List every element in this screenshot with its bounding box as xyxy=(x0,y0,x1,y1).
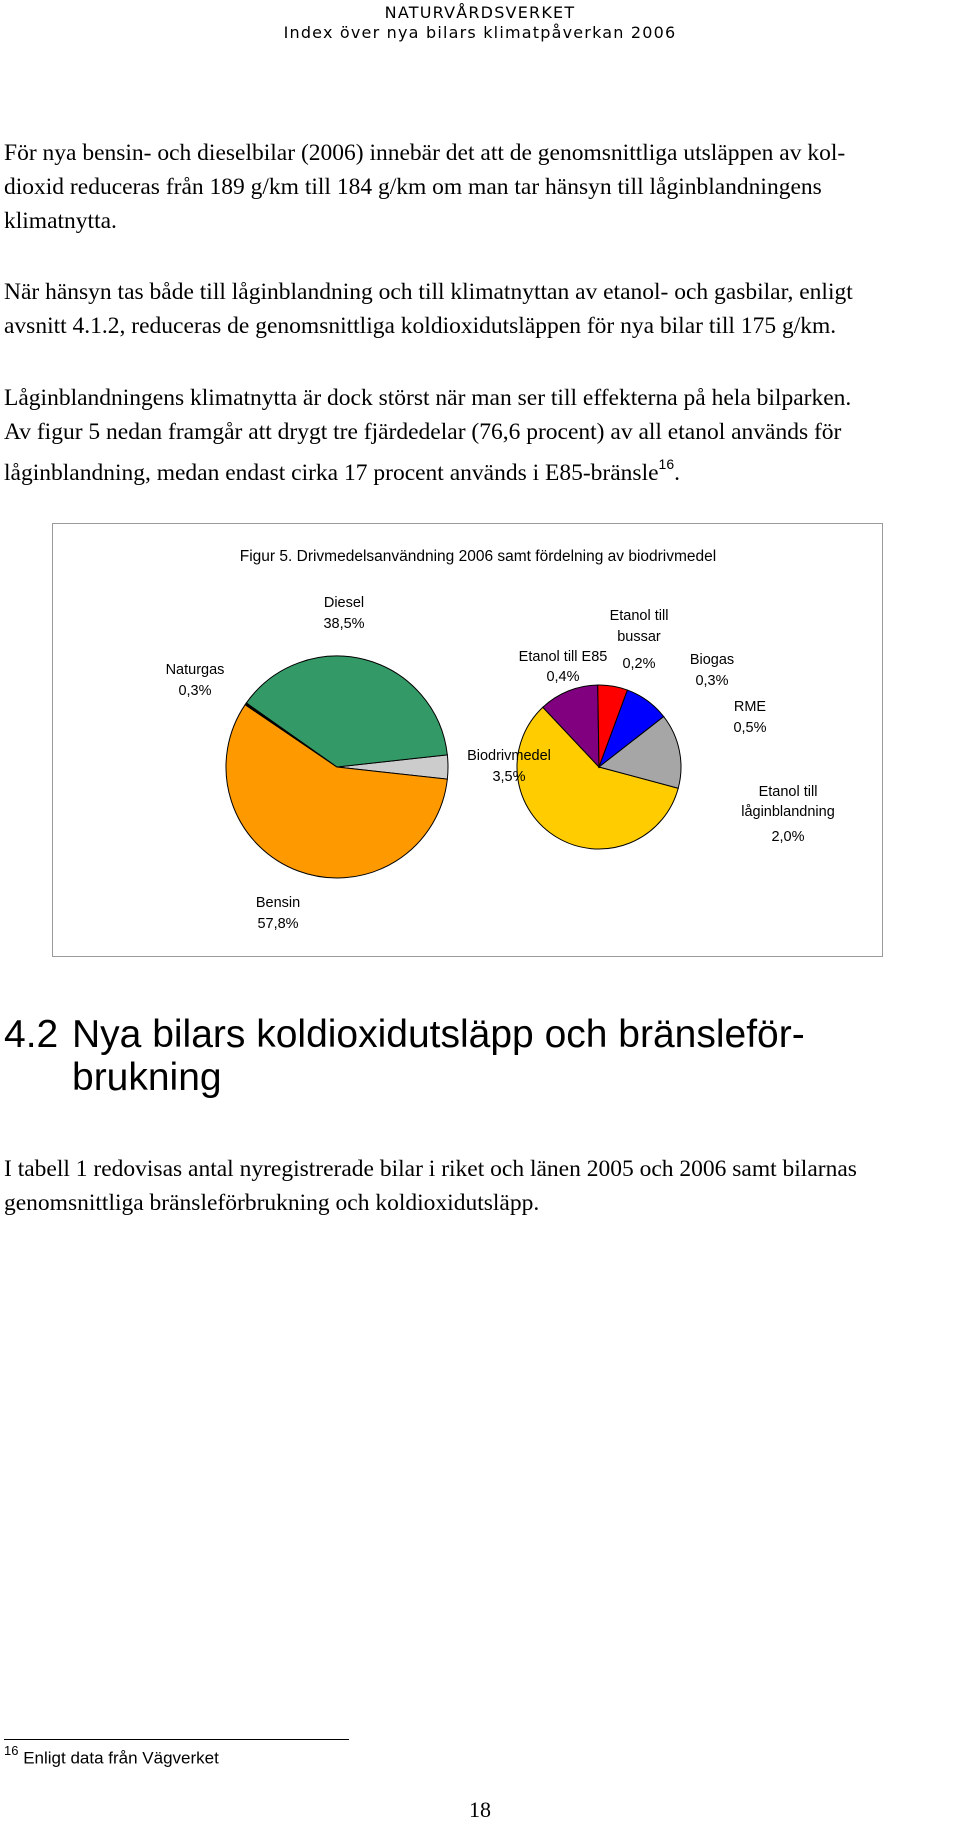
paragraph-4 xyxy=(4,1152,954,1220)
paragraph-3 xyxy=(4,381,954,490)
slice-label-rme: RME xyxy=(733,699,767,715)
paragraph-line: dioxid reduceras från 189 g/km till 184 g/km om man tar hänsyn till låginblandningens xyxy=(4,174,822,200)
slice-label-naturgas: Naturgas xyxy=(165,662,225,678)
slice-value-lagin: 2,0% xyxy=(771,829,805,845)
slice-value-bensin: 57,8% xyxy=(257,916,299,932)
slice-value-e85: 0,4% xyxy=(546,669,580,685)
slice-label-diesel: Diesel xyxy=(323,595,365,611)
paragraph-line xyxy=(4,449,954,490)
slice-value-biogas: 0,3% xyxy=(695,673,729,689)
section-title-line: Nya bilars koldioxidutsläpp och bränsleför- xyxy=(72,1013,805,1056)
paragraph-line: avsnitt 4.1.2, reduceras de genomsnittliga koldioxidutsläppen för nya bilar till 175 g/km. xyxy=(4,313,837,339)
footnote-text: Enligt data från Vägverket xyxy=(23,1748,219,1768)
paragraph-line: Låginblandningens klimatnytta är dock störst när man ser till effekterna på hela bilparken. xyxy=(4,385,852,411)
slice-label-e85: Etanol till E85 xyxy=(518,649,608,665)
footnote-ref[interactable]: 16 xyxy=(658,456,675,472)
slice-value-rme: 0,5% xyxy=(733,720,767,736)
section-title-line: brukning xyxy=(72,1056,222,1099)
slice-value-naturgas: 0,3% xyxy=(178,683,212,699)
main-pie xyxy=(226,656,448,878)
paragraph-line: I tabell 1 redovisas antal nyregistrerade bilar i riket och länen 2005 och 2006 samt bilarnas xyxy=(4,1156,857,1182)
section-heading xyxy=(4,1013,954,1099)
paragraph-line: För nya bensin- och dieselbilar (2006) innebär det att de genomsnittliga utsläppen av kol- xyxy=(4,140,846,166)
chart-title: Figur 5. Drivmedelsanvändning 2006 samt fördelning av biodrivmedel xyxy=(239,548,717,565)
slice-value-diesel: 38,5% xyxy=(323,616,365,632)
figure-5 xyxy=(52,523,883,957)
paragraph-line: genomsnittliga bränsleförbrukning och koldioxidutsläpp. xyxy=(4,1190,540,1216)
slice-label-bussar-l1: Etanol till xyxy=(609,608,669,624)
paragraph-line: När hänsyn tas både till låginblandning och till klimatnyttan av etanol- och gasbilar, enligt xyxy=(4,279,853,305)
paragraph-line: Av figur 5 nedan framgår att drygt tre fjärdedelar (76,6 procent) av all etanol används för xyxy=(4,419,842,445)
footnote-number: 16 xyxy=(4,1743,19,1758)
footnote-separator xyxy=(4,1739,349,1740)
header-report-title: Index över nya bilars klimatpåverkan 2006 xyxy=(283,23,677,42)
slice-label-biogas: Biogas xyxy=(689,652,735,668)
breakdown-pie xyxy=(517,685,681,849)
paragraph-line: klimatnytta. xyxy=(4,208,117,234)
slice-label-lagin-l2: låginblandning xyxy=(741,804,835,820)
section-number: 4.2 xyxy=(4,1013,59,1056)
footnote xyxy=(4,1745,219,1769)
pie-chart-figure xyxy=(53,524,882,956)
paragraph-2 xyxy=(4,275,954,343)
slice-label-bensin: Bensin xyxy=(255,895,301,911)
paragraph-text: låginblandning, medan endast cirka 17 procent används i E85-bränsle xyxy=(4,459,659,486)
slice-value-bussar: 0,2% xyxy=(622,656,656,672)
paragraph-period: . xyxy=(674,459,680,486)
header-org: NATURVÅRDSVERKET xyxy=(384,3,576,22)
paragraph-1 xyxy=(4,136,954,238)
slice-label-lagin-l1: Etanol till xyxy=(758,784,818,800)
slice-label-biodrivmedel: Biodrivmedel xyxy=(467,748,551,764)
slice-label-bussar-l2: bussar xyxy=(617,629,661,645)
page-number: 18 xyxy=(469,1797,491,1822)
slice-value-biodrivmedel: 3,5% xyxy=(492,769,526,785)
